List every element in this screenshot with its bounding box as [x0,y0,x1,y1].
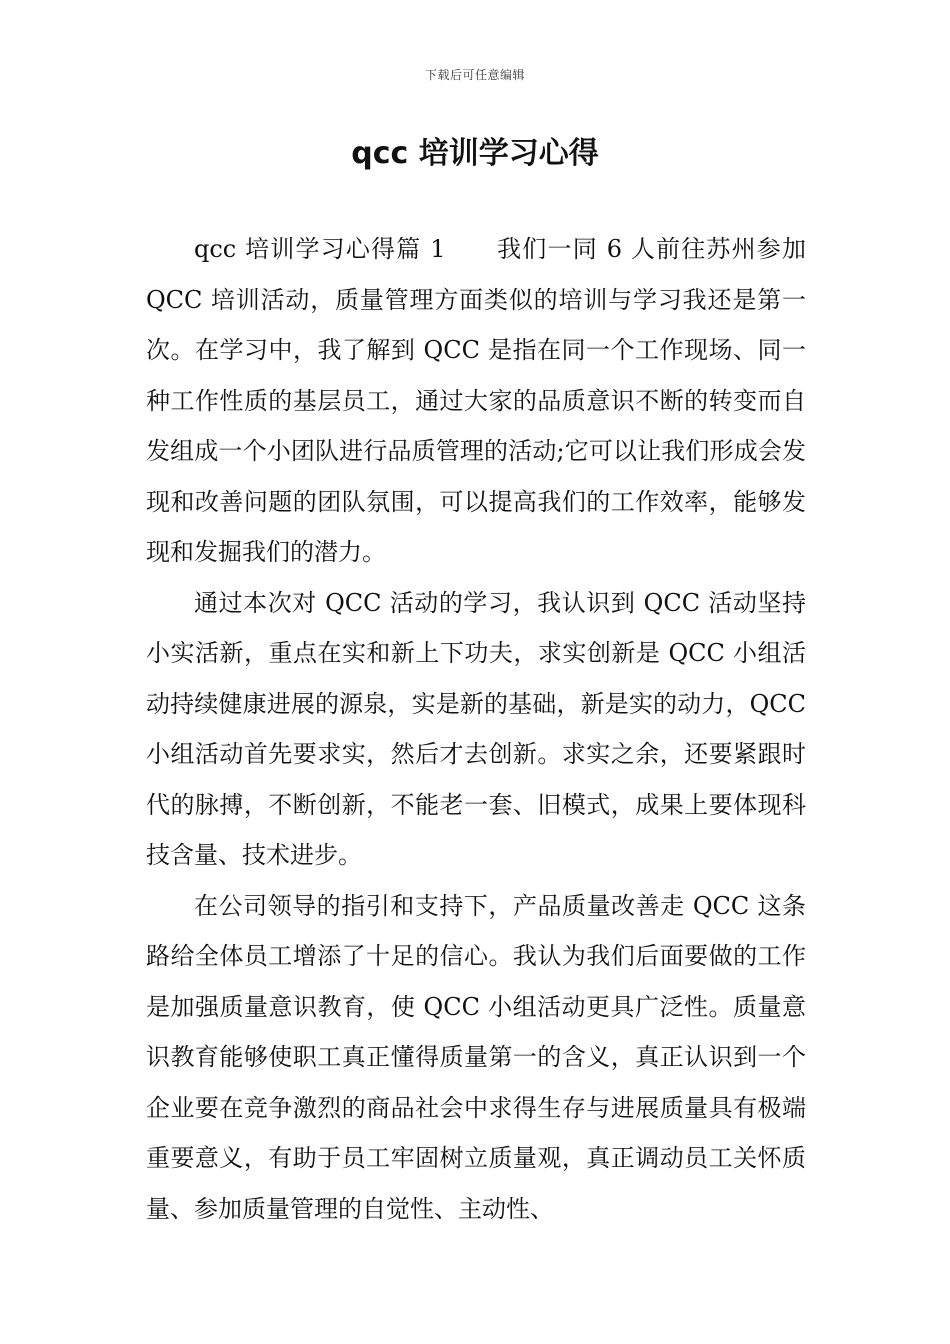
header-note: 下载后可任意编辑 [424,68,525,82]
paragraph-3: 在公司领导的指引和支持下，产品质量改善走 QCC 这条路给全体员工增添了十足的信心。我认为我们后面要做的工作是加强质量意识教育，使 QCC 小组活动更具广泛性。质量意识教育能够使职工真正懂得质量第一的含义，真正认识到一个企业要在竞争激烈的商品社会中求得生存与进展质量具有极端重要意义，有助于员工牢固树立质量观，真正调动员工关怀质量、参加质量管理的自觉性、主动性、 [146,891,806,1223]
page-title: qcc 培训学习心得 [351,136,599,171]
paragraph-2: 通过本次对 QCC 活动的学习，我认识到 QCC 活动坚持小实活新，重点在实和新上下功夫，求实创新是 QCC 小组活动持续健康进展的源泉，实是新的基础，新是实的动力，QCC 小组活动首先要求实，然后才去创新。求实之余，还要紧跟时代的脉搏，不断创新，不能老一套、旧模式，成果上要体现科技含量、技术进步。 [146,588,806,869]
paragraph-1: qcc 培训学习心得篇 1 我们一同 6 人前往苏州参加 QCC 培训活动，质量管理方面类似的培训与学习我还是第一次。在学习中，我了解到 QCC 是指在同一个工作现场、同一种工作性质的基层员工，通过大家的品质意识不断的转变而自发组成一个小团队进行品质管理的活动;它可以让我们形成会发现和改善问题的团队氛围，可以提高我们的工作效率，能够发现和发掘我们的潜力。 [146,235,806,566]
document-body [146,224,806,1234]
